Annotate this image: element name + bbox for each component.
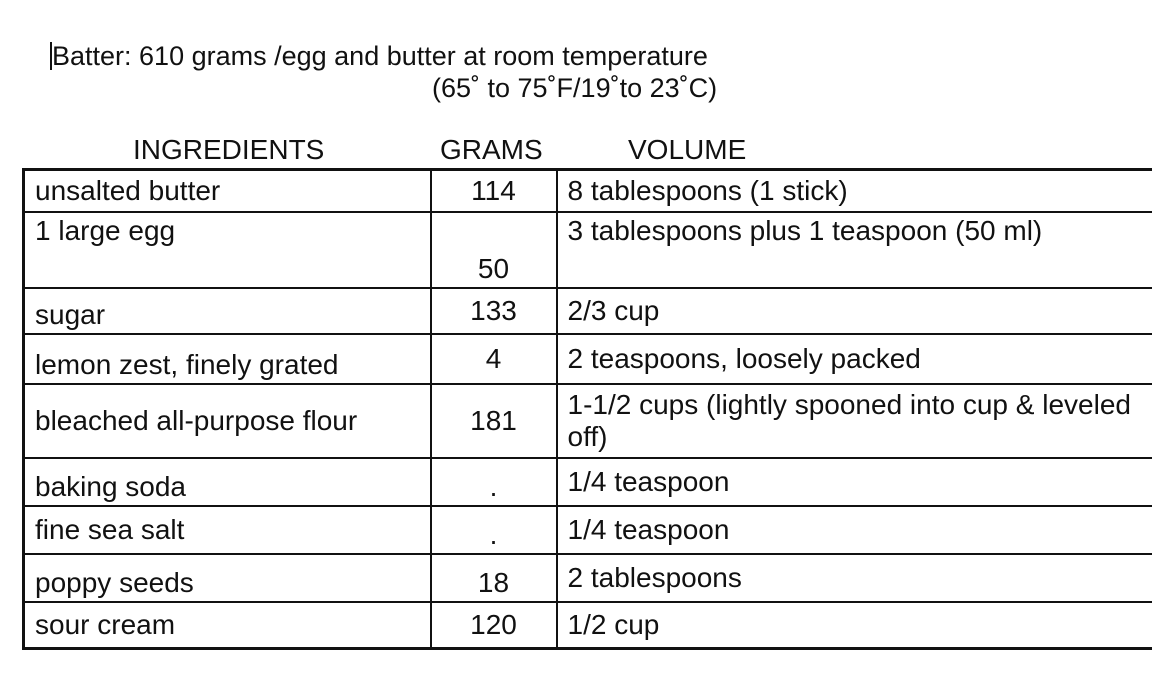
document-title: Batter: 610 grams /egg and butter at room temperature: [52, 41, 708, 71]
ingredient-cell: sugar: [24, 288, 431, 334]
table-row: [24, 170, 1152, 213]
table-row: [24, 334, 1152, 384]
volume-cell: 8 tablespoons (1 stick): [557, 170, 1152, 213]
column-header-ingredients: INGREDIENTS: [133, 134, 325, 165]
grams-cell: 4: [431, 334, 557, 384]
table-row: [24, 602, 1152, 649]
volume-cell: 3 tablespoons plus 1 teaspoon (50 ml): [557, 212, 1152, 288]
volume-cell: 1-1/2 cups (lightly spooned into cup & leveled off): [557, 384, 1152, 458]
table-row: [24, 212, 1152, 288]
volume-cell: 1/4 teaspoon: [557, 506, 1152, 554]
grams-cell: .: [431, 506, 557, 554]
ingredient-cell: poppy seeds: [24, 554, 431, 602]
volume-cell: 2 tablespoons: [557, 554, 1152, 602]
volume-cell: 2 teaspoons, loosely packed: [557, 334, 1152, 384]
volume-cell: 2/3 cup: [557, 288, 1152, 334]
volume-cell: 1/4 teaspoon: [557, 458, 1152, 506]
table-row: [24, 384, 1152, 458]
grams-cell: 133: [431, 288, 557, 334]
ingredient-cell: lemon zest, finely grated: [24, 334, 431, 384]
table-row: [24, 506, 1152, 554]
table-row: [24, 458, 1152, 506]
grams-cell: 181: [431, 384, 557, 458]
table-row: [24, 554, 1152, 602]
ingredient-cell: baking soda: [24, 458, 431, 506]
grams-cell: 114: [431, 170, 557, 213]
grams-cell: 50: [431, 212, 557, 288]
ingredient-cell: bleached all-purpose flour: [24, 384, 431, 458]
table-row: [24, 288, 1152, 334]
grams-cell: 120: [431, 602, 557, 649]
grams-cell: 18: [431, 554, 557, 602]
column-header-grams: GRAMS: [440, 134, 543, 165]
ingredient-cell: unsalted butter: [24, 170, 431, 213]
temperature-note: (65˚ to 75˚F/19˚to 23˚C): [432, 73, 718, 103]
grams-cell: .: [431, 458, 557, 506]
ingredient-cell: fine sea salt: [24, 506, 431, 554]
ingredient-cell: 1 large egg: [24, 212, 431, 288]
ingredient-cell: sour cream: [24, 602, 431, 649]
volume-cell: 1/2 cup: [557, 602, 1152, 649]
ingredients-table: [22, 168, 1152, 650]
column-header-volume: VOLUME: [628, 134, 747, 165]
